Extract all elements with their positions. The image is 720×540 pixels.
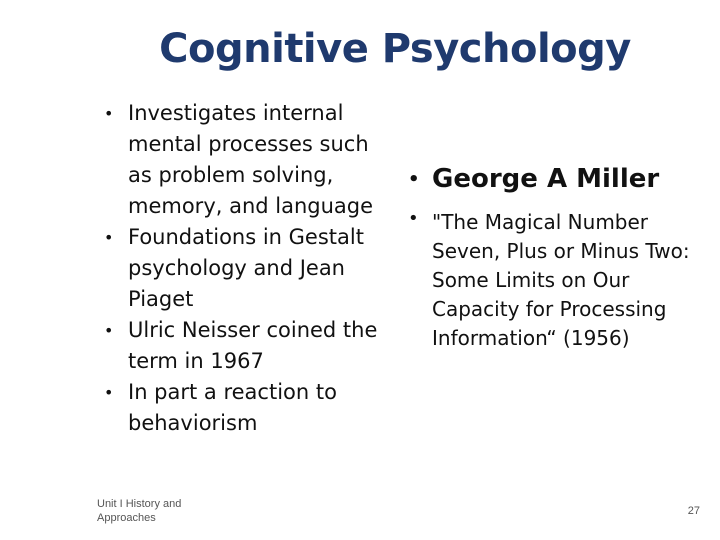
right-bullet-list bbox=[408, 160, 708, 353]
bullet-text: Foundations in Gestalt psychology and Jean Piaget bbox=[128, 225, 364, 311]
bullet-item bbox=[104, 222, 394, 315]
slide-title: Cognitive Psychology bbox=[159, 26, 631, 72]
bullet-text: Ulric Neisser coined the term in 1967 bbox=[128, 318, 378, 373]
bullet-item-paper bbox=[408, 208, 708, 353]
bullet-dot-icon: • bbox=[104, 104, 114, 123]
bullet-item-author bbox=[408, 160, 708, 198]
bullet-dot-icon: • bbox=[408, 208, 419, 229]
footer-course-label: Unit I History and Approaches bbox=[97, 498, 182, 524]
bullet-dot-icon: • bbox=[104, 321, 114, 340]
bullet-dot-icon: • bbox=[408, 169, 420, 190]
left-bullet-column bbox=[104, 98, 394, 439]
bullet-text: Investigates internal mental processes such as problem solving, memory, and language bbox=[128, 101, 374, 218]
right-bullet-column bbox=[408, 160, 708, 353]
bullet-item bbox=[104, 377, 394, 439]
bullet-text: "The Magical Number Seven, Plus or Minus Two: Some Limits on Our Capacity for Processing Information“ (1956) bbox=[432, 210, 690, 350]
bullet-text: In part a reaction to behaviorism bbox=[128, 380, 337, 435]
bullet-item bbox=[104, 98, 394, 222]
bullet-dot-icon: • bbox=[104, 383, 114, 402]
bullet-item bbox=[104, 315, 394, 377]
left-bullet-list bbox=[104, 98, 394, 439]
bullet-text: George A Miller bbox=[432, 164, 660, 194]
bullet-dot-icon: • bbox=[104, 228, 114, 247]
slide-number: 27 bbox=[687, 505, 700, 517]
